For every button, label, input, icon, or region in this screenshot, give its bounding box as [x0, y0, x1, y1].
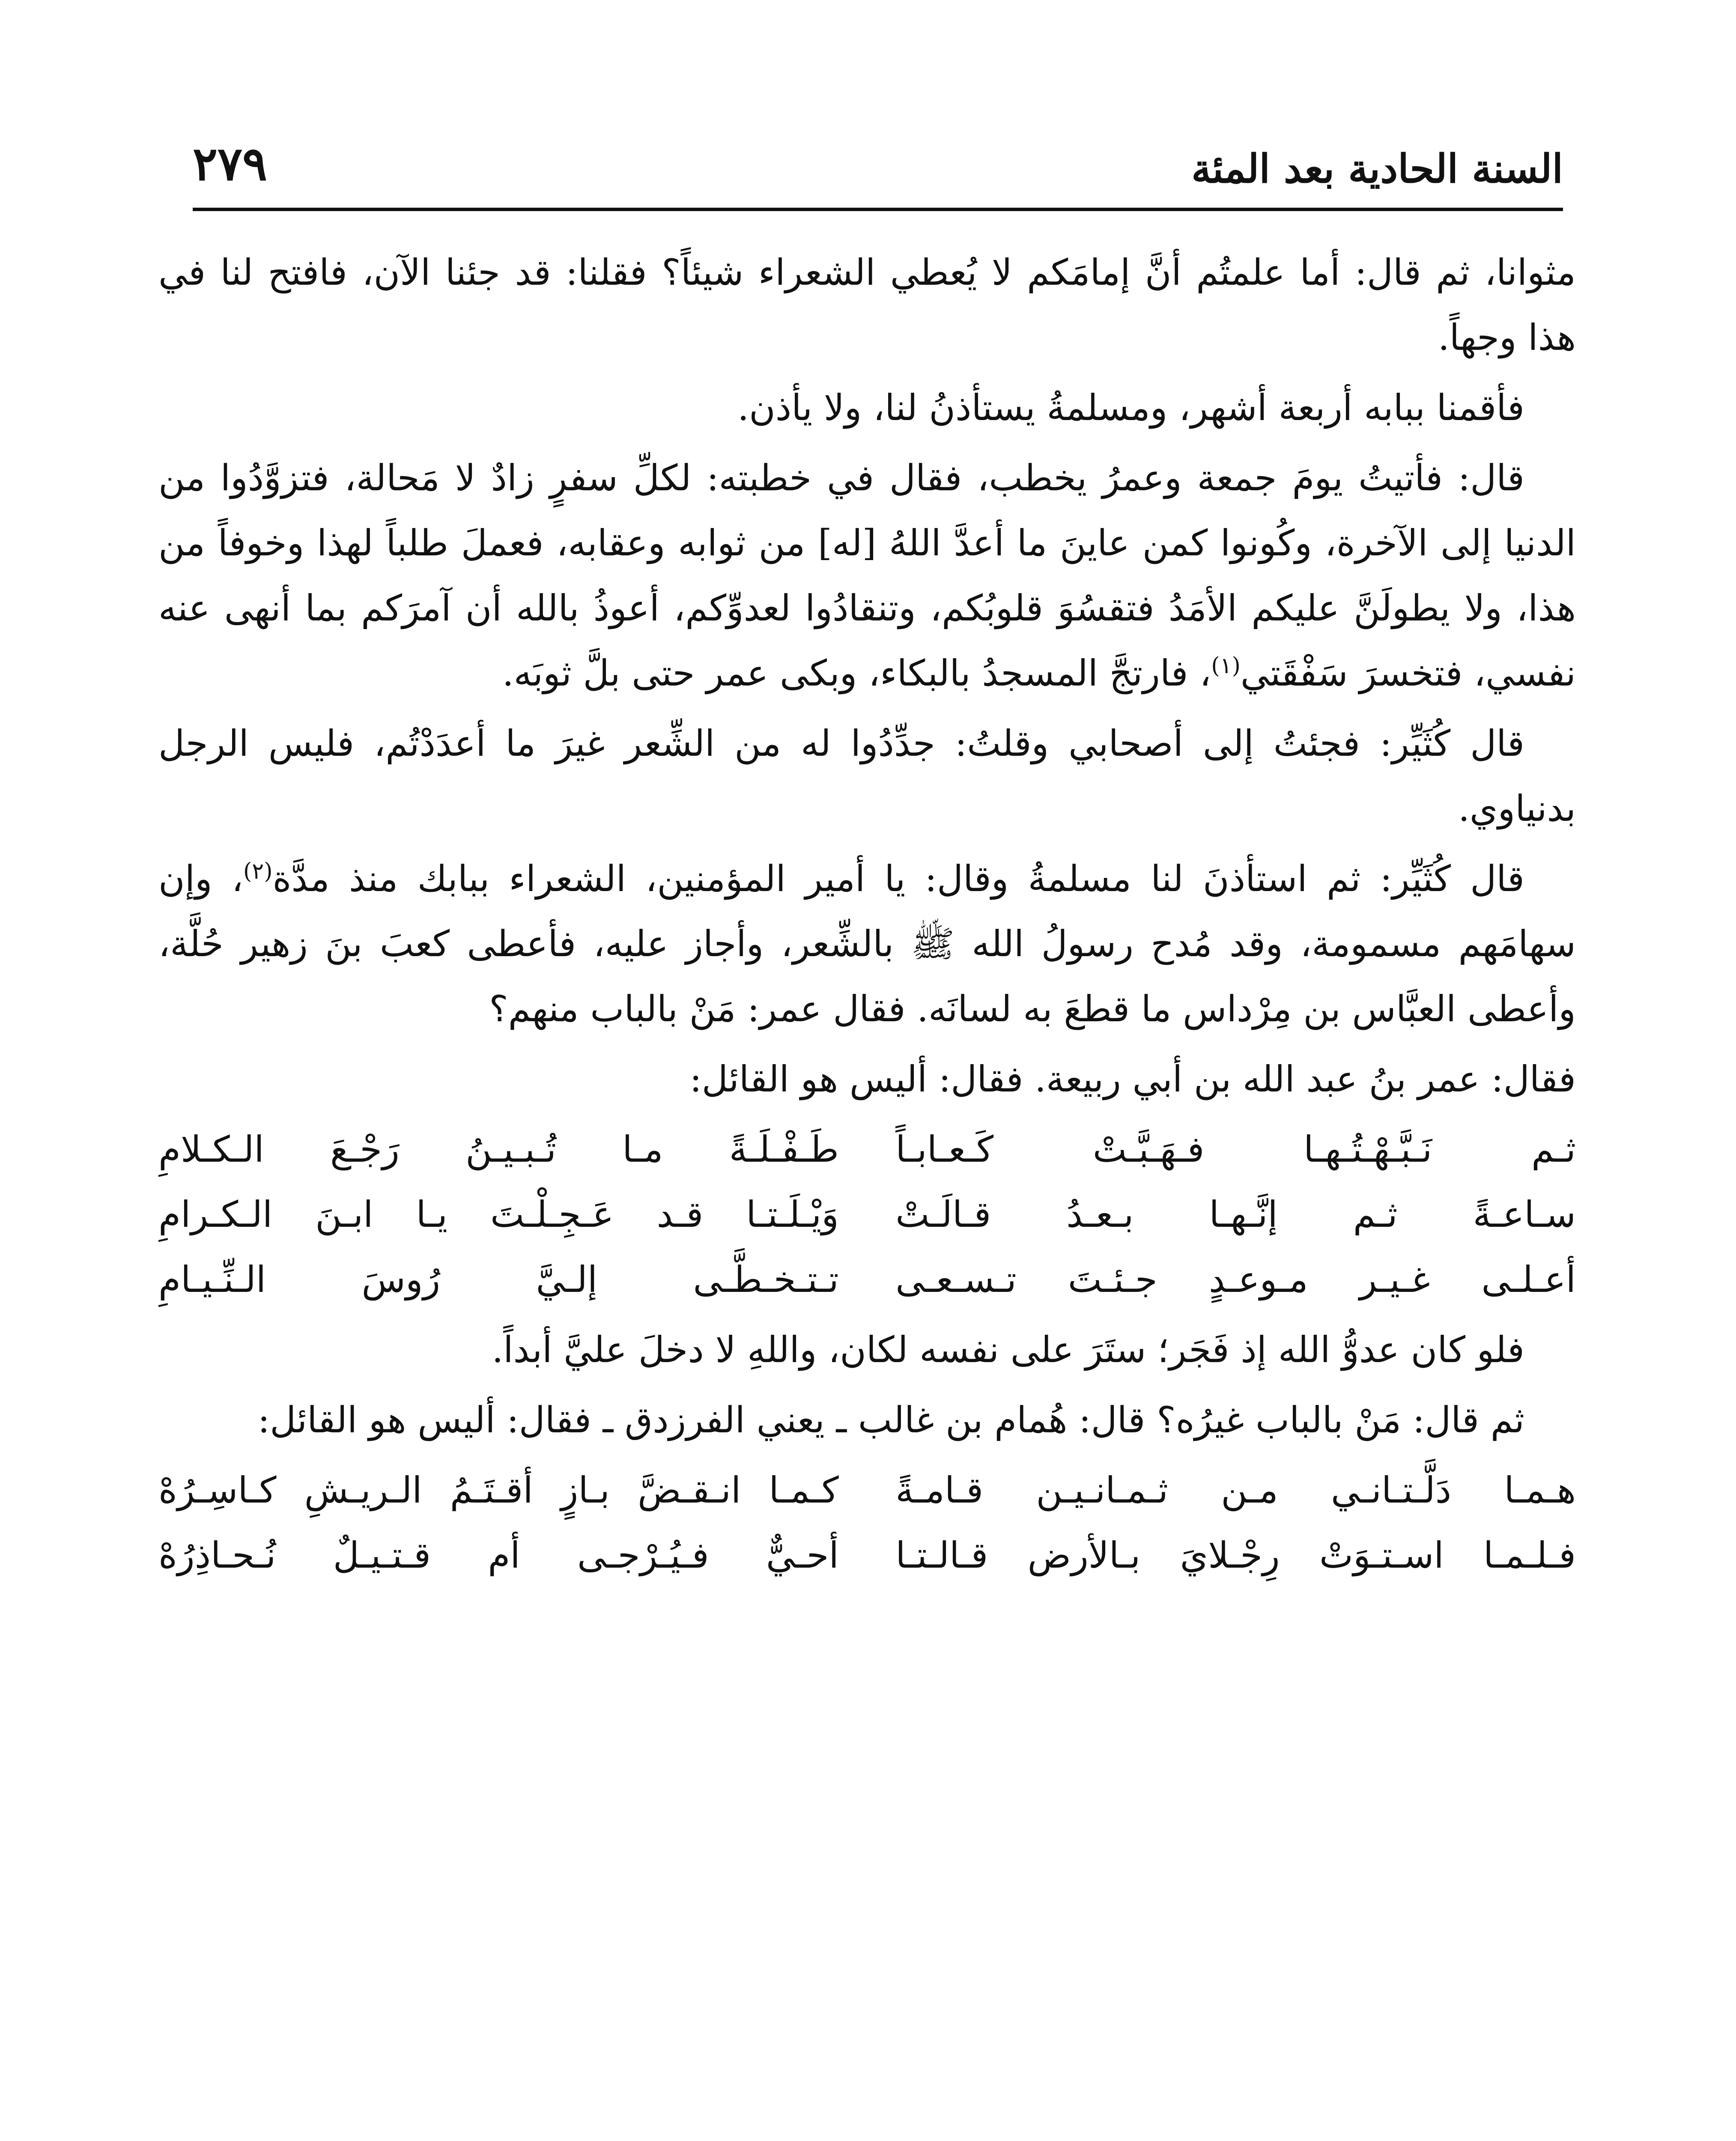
poem-omar-ibn-abi-rabia [158, 1117, 1576, 1312]
paragraph: فلو كان عدوُّ الله إذ فَجَر؛ ستَرَ على نفسه لكان، واللهِ لا دخلَ عليَّ أبداً. [492, 1329, 1524, 1371]
paragraph [158, 846, 1576, 1041]
verse-line [158, 1523, 1576, 1588]
poem-farazdaq [158, 1458, 1576, 1588]
paragraph-text: ، فارتجَّ المسجدُ بالبكاء، وبكى عمر حتى بلَّ ثوبَه. [502, 652, 1211, 694]
verse-second-hemistich: وَيْـلَـتـا قـد عَـجِـلْـتَ يـا ابـنَ الـكـرامِ [158, 1193, 839, 1235]
paragraph: فقال: عمر بنُ عبد الله بن أبي ربيعة. فقال: أليس هو القائل: [689, 1058, 1576, 1100]
verse-first-hemistich: أعـلـى غـيـر مـوعـدٍ جـئـتَ تـسـعـى [895, 1258, 1576, 1300]
paragraph [158, 445, 1576, 706]
verse-first-hemistich: ثـم نَـبَّـهْـتُـهـا فـهَـبَّـتْ كَـعـابـاً [895, 1128, 1576, 1170]
verse-second-hemistich: كـمـا انـقـضَّ بـازٍ أقـتَـمُ الـريـشِ كـاسِـرُهْ [158, 1469, 839, 1511]
page-header [193, 128, 1563, 214]
paragraph: ثم قال: مَنْ بالباب غيرُه؟ قال: هُمام بن غالب ـ يعني الفرزدق ـ فقال: أليس هو القائل: [257, 1399, 1524, 1441]
paragraph: قال كُثَيِّر: فجئتُ إلى أصحابي وقلتُ: جدِّدُوا له من الشِّعر غيرَ ما أعدَدْتُم، فليس الرجل بدنياوي. [158, 722, 1576, 829]
paragraph: مثوانا، ثم قال: أما علمتُم أنَّ إمامَكم لا يُعطي الشعراء شيئاً؟ فقلنا: قد جئنا الآن، فافتح لنا في هذا وجهاً. [158, 251, 1576, 358]
main-text [158, 240, 1576, 1593]
paragraph-text: ، وإن سهامَهم مسمومة، وقد مُدح رسولُ الله ﷺ بالشِّعر، وأجاز عليه، فأعطى كعبَ بنَ زهير حُلَّة، وأعطى العبَّاس بن مِرْداس ما قطعَ به لسانَه. فقال عمر: مَنْ بالباب منهم؟ [158, 858, 1576, 1030]
verse-first-hemistich: سـاعـةً ثـم إنَّـهـا بـعـدُ قـالَـتْ [895, 1193, 1576, 1235]
verse-first-hemistich: فـلـمـا اسـتـوَتْ رِجْـلايَ بـالأرض قـالـتـا [895, 1534, 1576, 1576]
paragraph-text: قال: فأتيتُ يومَ جمعة وعمرُ يخطب، فقال في خطبته: لكلِّ سفرٍ زادٌ لا مَحالة، فتزوَّدُوا من الدنيا إلى الآخرة، وكُونوا كمن عاينَ ما أعدَّ اللهُ [له] من ثوابه وعقابه، فعملَ طلباً لهذا وخوفاً من هذا، ولا يطولَنَّ عليكم الأمَدُ فتقسُوَ قلوبُكم، وتنقادُوا لعدوِّكم، أعوذُ بالله أن آمرَكم بما أنهى عنه نفسي، فتخسرَ سَفْقَتي [158, 457, 1576, 694]
paragraph: فأقمنا ببابه أربعة أشهر، ومسلمةُ يستأذنُ لنا، ولا يأذن. [737, 387, 1524, 429]
verse-line [158, 1247, 1576, 1312]
page-number: ٢٧٩ [193, 137, 268, 191]
verse-line [158, 1117, 1576, 1182]
verse-second-hemistich: تـتـخـطَّـى إلـيَّ رُوسَ الـنِّـيـامِ [158, 1258, 839, 1300]
verse-first-hemistich: هـمـا دَلَّـتـانـي مـن ثـمـانـيـن قـامـةً [895, 1469, 1576, 1511]
header-rule [193, 208, 1563, 211]
paragraph-text: قال كُثَيِّر: ثم استأذنَ لنا مسلمةُ وقال: يا أمير المؤمنين، الشعراء ببابك منذ مدَّة [272, 858, 1524, 900]
verse-line [158, 1182, 1576, 1247]
verse-line [158, 1458, 1576, 1523]
verse-second-hemistich: أحـيٌّ فـيُـرْجـى أم قـتـيـلٌ نُـحـاذِرُهْ [158, 1534, 839, 1576]
footnote-marker-1: (١) [1211, 653, 1241, 679]
verse-second-hemistich: طَـفْـلَـةً مـا تُـبـيـنُ رَجْـعَ الـكـلامِ [158, 1128, 839, 1170]
footnote-marker-2: (٢) [243, 859, 273, 884]
running-title: السنة الحادية بعد المئة [1191, 146, 1563, 192]
